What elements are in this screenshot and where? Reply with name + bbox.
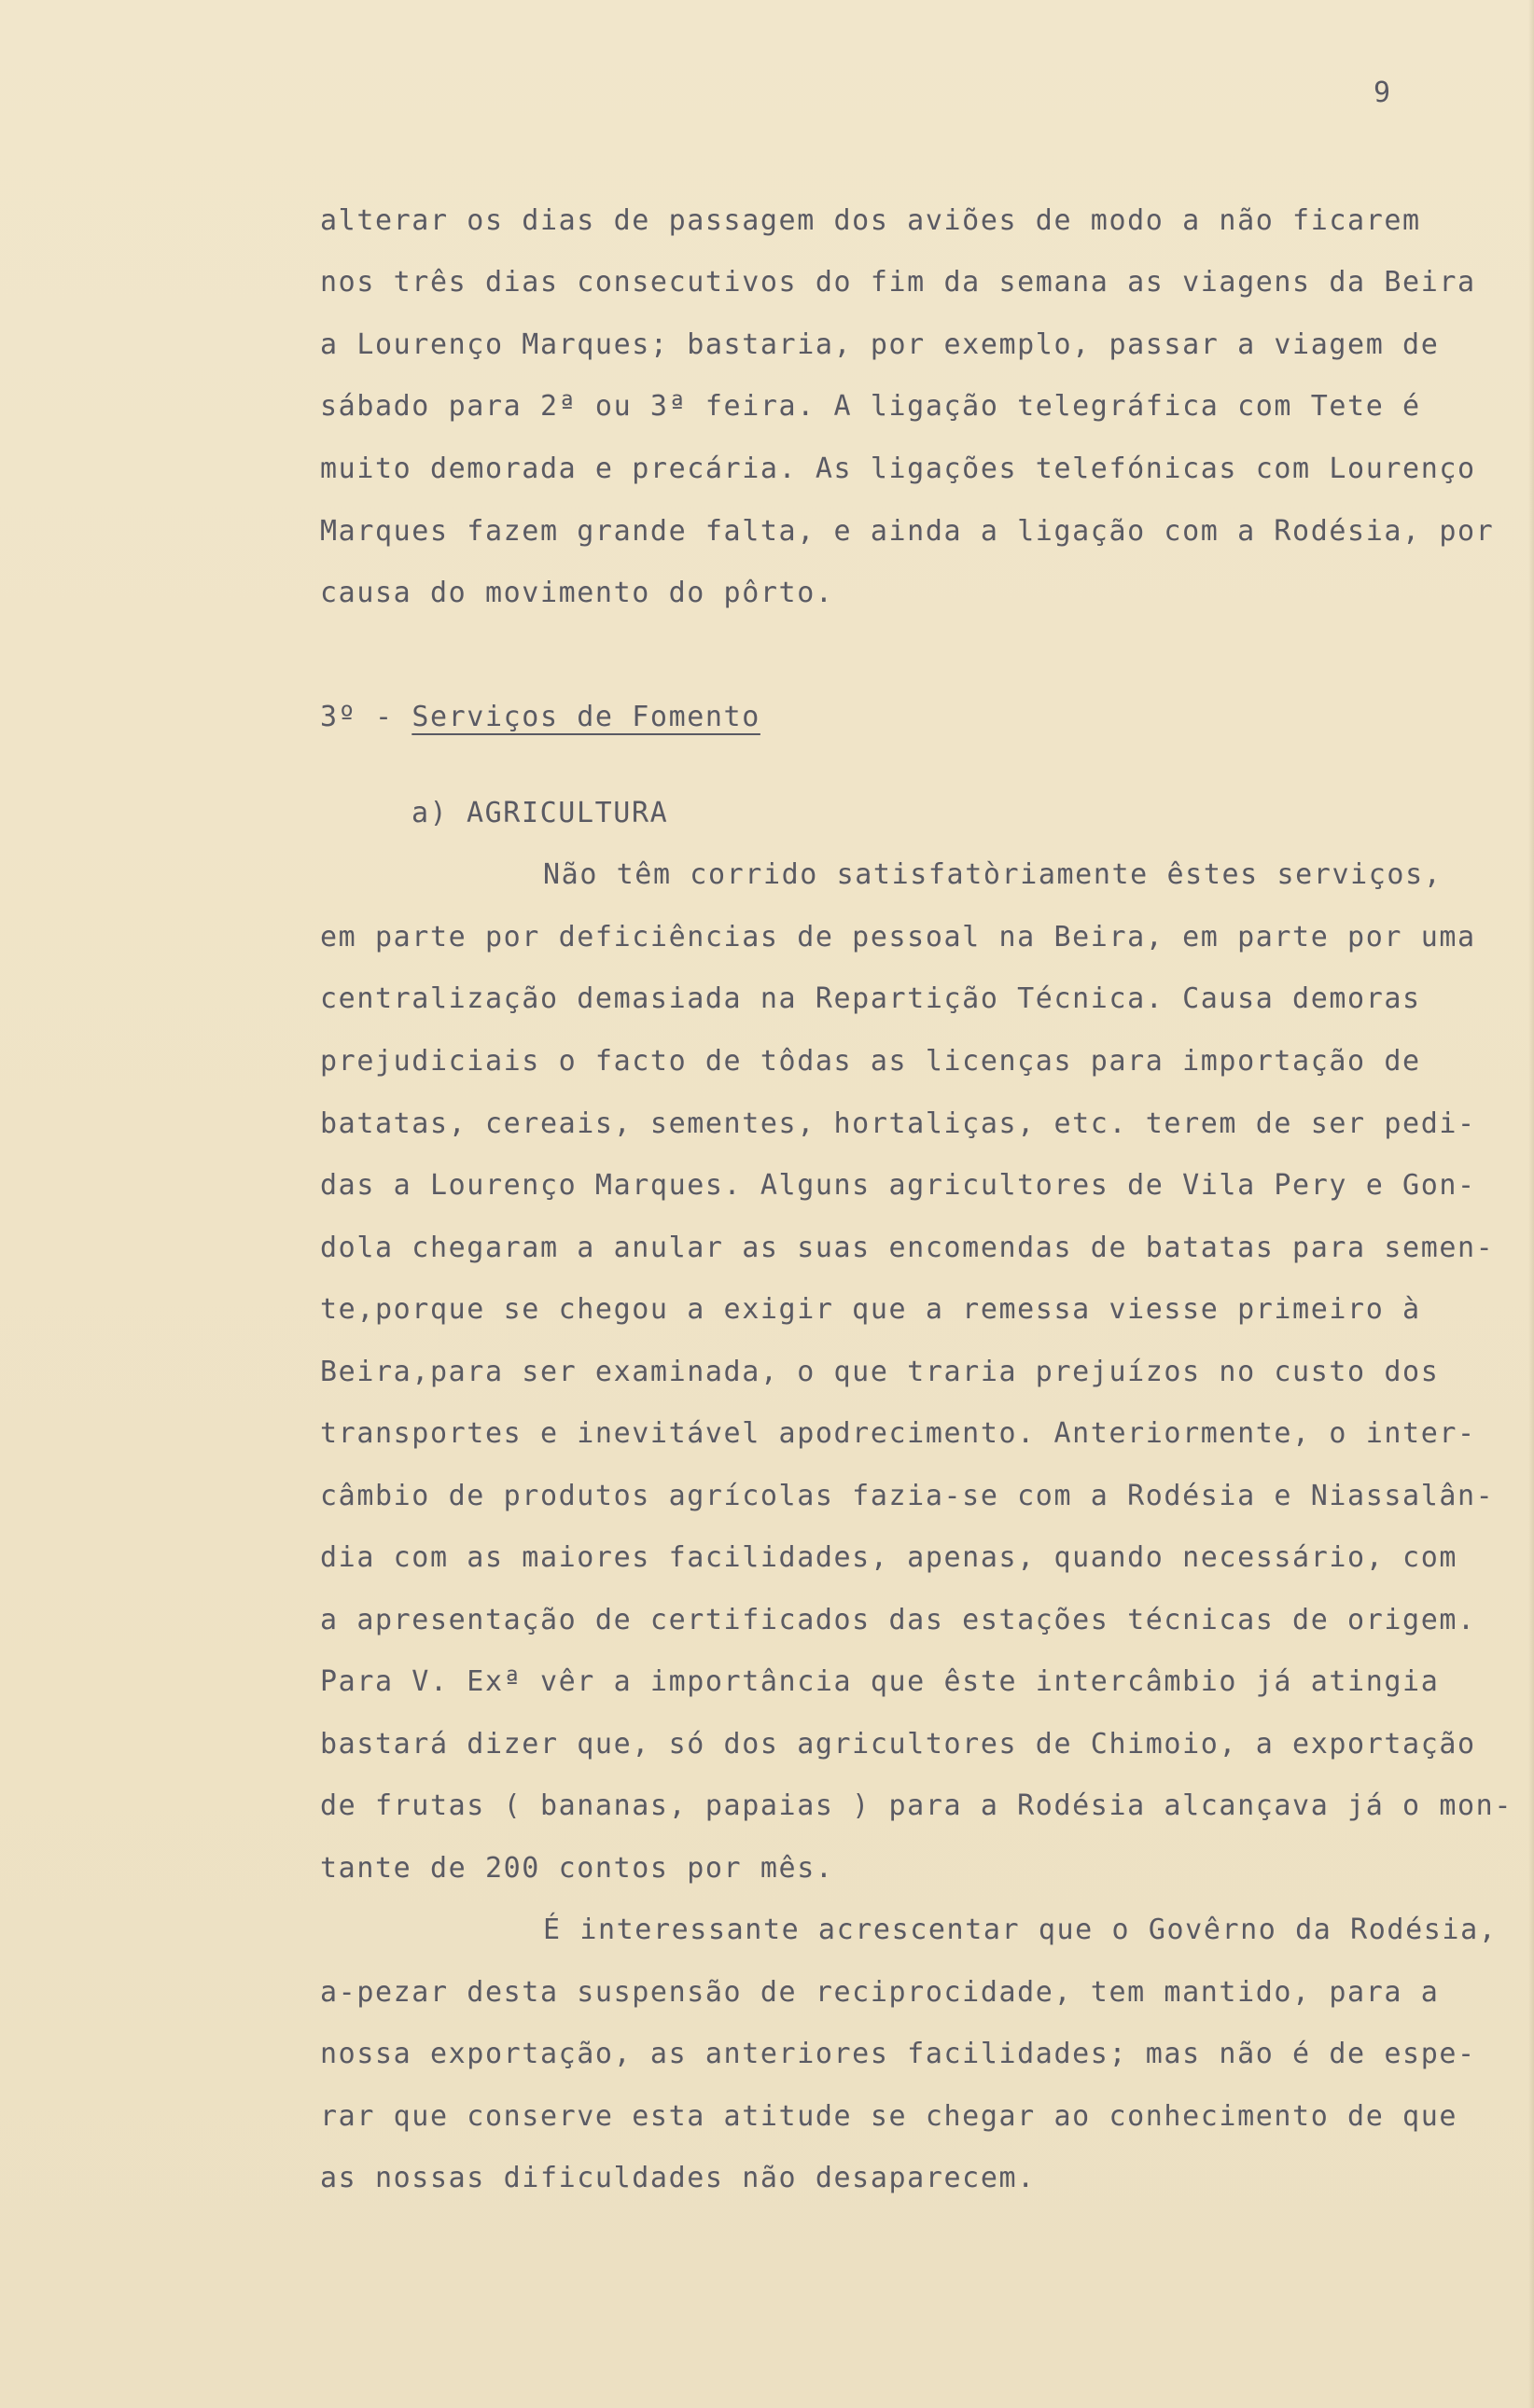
- paragraph1-line: alterar os dias de passagem dos aviões de modo a não ficarem: [320, 204, 1421, 237]
- paragraph2-line: dola chegaram a anular as suas encomendas de batatas para semen-: [320, 1232, 1495, 1264]
- paragraph2-line: a apresentação de certificados das estações técnicas de origem.: [320, 1604, 1476, 1636]
- paragraph2-line: centralização demasiada na Repartição Técnica. Causa demoras: [320, 982, 1421, 1015]
- paragraph2-line: batatas, cereais, sementes, hortaliças, etc. terem de ser pedi-: [320, 1107, 1476, 1140]
- paragraph1-line: sábado para 2ª ou 3ª feira. A ligação telegráfica com Tete é: [320, 390, 1421, 423]
- paragraph3-line: a-pezar desta suspensão de reciprocidade, tem mantido, para a: [320, 1976, 1440, 2009]
- paragraph2-line: bastará dizer que, só dos agricultores de Chimoio, a exportação: [320, 1728, 1476, 1761]
- paragraph2-line: te,porque se chegou a exigir que a remessa viesse primeiro à: [320, 1293, 1421, 1326]
- paragraph1-line: a Lourenço Marques; bastaria, por exemplo, passar a viagem de: [320, 328, 1440, 361]
- section-heading: [320, 701, 760, 733]
- subsection-heading: a) AGRICULTURA: [411, 797, 669, 829]
- paragraph1-line: Marques fazem grande falta, e ainda a ligação com a Rodésia, por: [320, 515, 1495, 548]
- paragraph3-line: É interessante acrescentar que o Govêrno da Rodésia,: [543, 1914, 1498, 1946]
- paragraph2-line: em parte por deficiências de pessoal na Beira, em parte por uma: [320, 921, 1476, 953]
- paragraph2-line: Para V. Exª vêr a importância que êste intercâmbio já atingia: [320, 1665, 1440, 1698]
- paragraph2-line: dia com as maiores facilidades, apenas, quando necessário, com: [320, 1541, 1458, 1574]
- paragraph2-line: das a Lourenço Marques. Alguns agricultores de Vila Pery e Gon-: [320, 1169, 1476, 1202]
- paragraph3-line: nossa exportação, as anteriores facilidades; mas não é de espe-: [320, 2038, 1476, 2070]
- paragraph1-line: nos três dias consecutivos do fim da semana as viagens da Beira: [320, 266, 1476, 299]
- page-edge-shadow: [1528, 0, 1534, 2408]
- paragraph1-line: causa do movimento do pôrto.: [320, 577, 834, 609]
- paragraph2-line: Não têm corrido satisfatòriamente êstes serviços,: [543, 858, 1443, 891]
- section-number: 3º -: [320, 701, 412, 733]
- paragraph3-line: as nossas dificuldades não desaparecem.: [320, 2162, 1036, 2194]
- paragraph2-line: de frutas ( bananas, papaias ) para a Rodésia alcançava já o mon-: [320, 1789, 1513, 1822]
- paragraph2-line: tante de 200 contos por mês.: [320, 1852, 834, 1885]
- paragraph1-line: muito demorada e precária. As ligações telefónicas com Lourenço: [320, 452, 1476, 485]
- paragraph2-line: câmbio de produtos agrícolas fazia-se com a Rodésia e Niassalân-: [320, 1480, 1495, 1512]
- paragraph2-line: Beira,para ser examinada, o que traria prejuízos no custo dos: [320, 1356, 1440, 1388]
- page-number: 9: [1374, 77, 1392, 109]
- paragraph3-line: rar que conserve esta atitude se chegar ao conhecimento de que: [320, 2100, 1458, 2133]
- section-title: Serviços de Fomento: [411, 701, 760, 733]
- paragraph2-line: prejudiciais o facto de tôdas as licenças para importação de: [320, 1045, 1421, 1078]
- paragraph2-line: transportes e inevitável apodrecimento. Anteriormente, o inter-: [320, 1417, 1476, 1450]
